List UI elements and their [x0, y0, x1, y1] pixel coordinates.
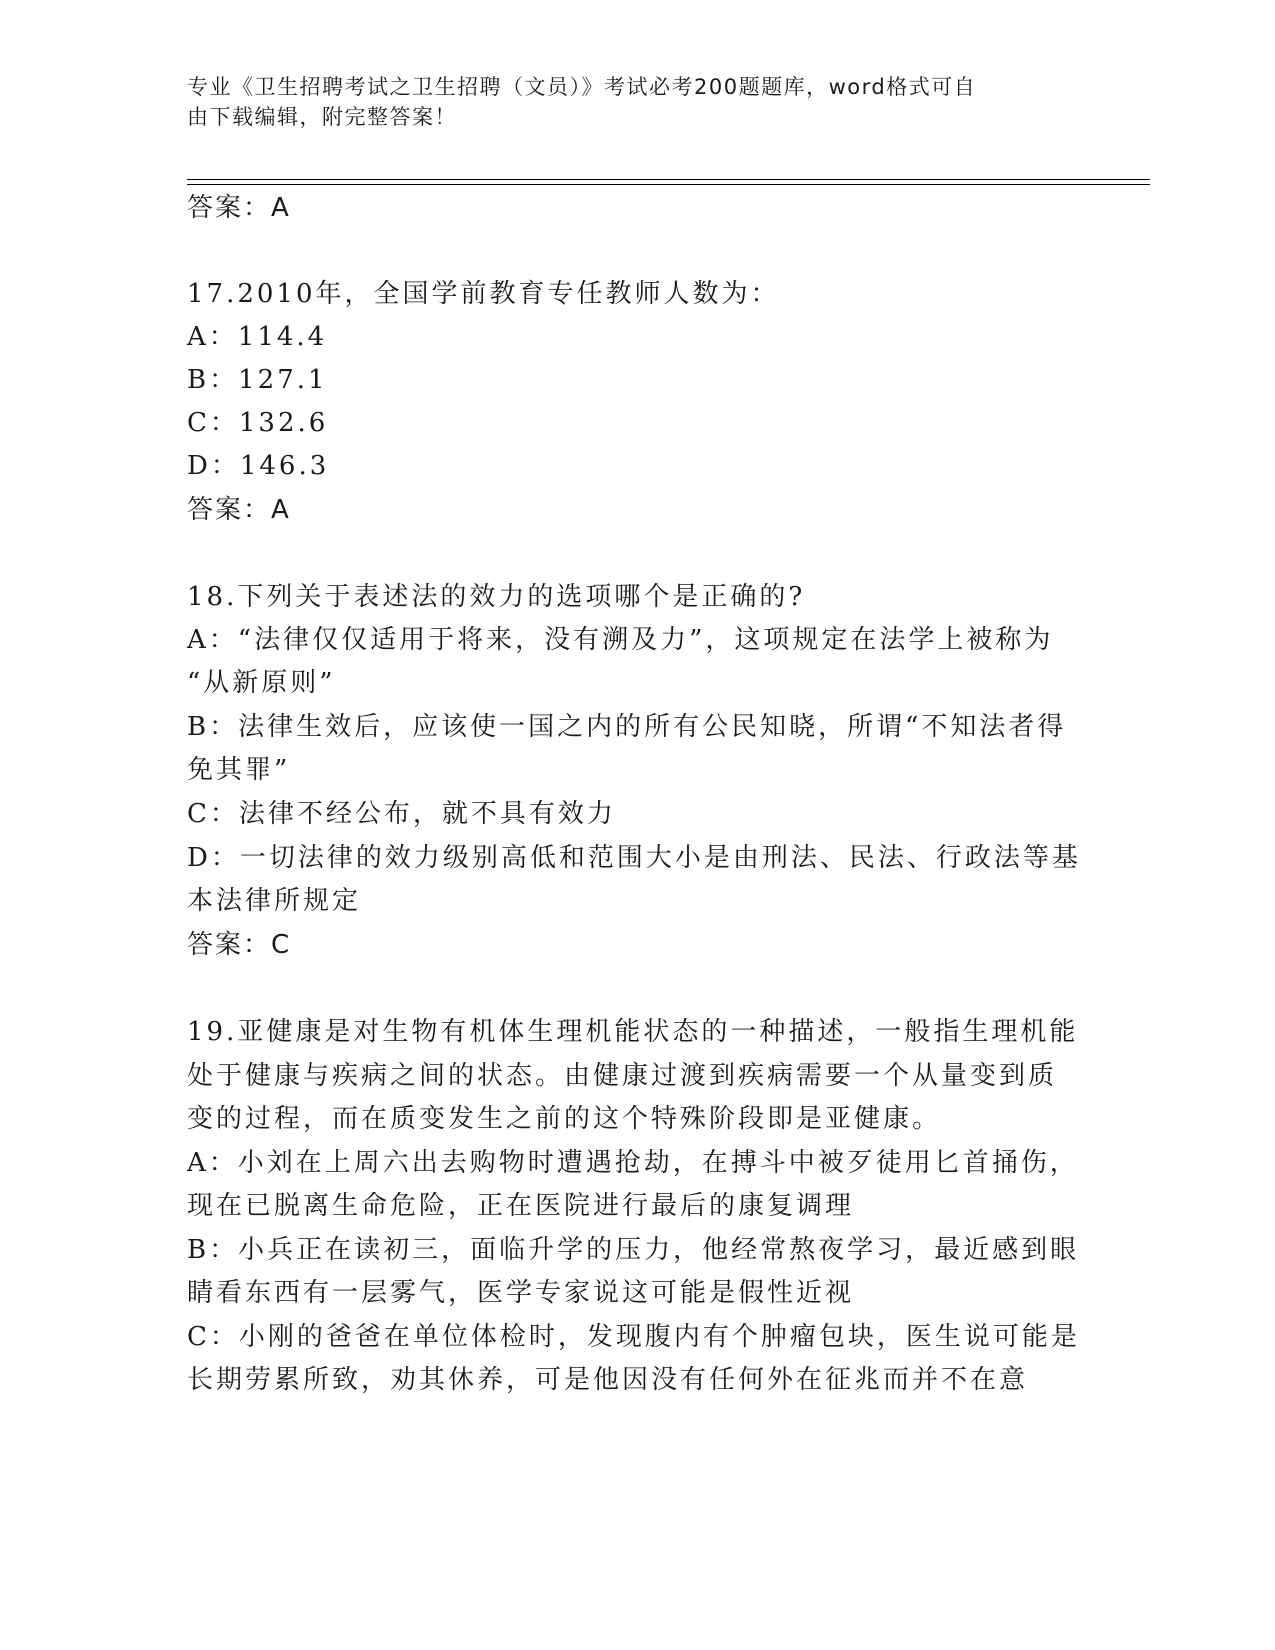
- q18-option-b-line1: B：法律生效后，应该使一国之内的所有公民知晓，所谓“不知法者得: [187, 712, 1067, 742]
- q17-question: 17.2010年，全国学前教育专任教师人数为：: [187, 279, 780, 309]
- header-line-1: 专业《卫生招聘考试之卫生招聘（文员）》考试必考200题题库，word格式可自: [187, 75, 977, 99]
- q18-option-c: C：法律不经公布，就不具有效力: [187, 799, 616, 829]
- q19-question-line3: 变的过程，而在质变发生之前的这个特殊阶段即是亚健康。: [187, 1104, 942, 1134]
- q18-option-a-line2: “从新原则”: [187, 668, 336, 698]
- q18-option-d-line1: D：一切法律的效力级别高低和范围大小是由刑法、民法、行政法等基: [187, 843, 1081, 873]
- q17-option-a: A：114.4: [187, 322, 328, 352]
- q18-question: 18.下列关于表述法的效力的选项哪个是正确的?: [187, 582, 806, 612]
- q18-option-d-line2: 本法律所规定: [187, 886, 362, 916]
- q19-option-a-line1: A：小刘在上周六出去购物时遭遇抢劫，在搏斗中被歹徒用匕首捅伤，: [187, 1148, 1079, 1178]
- q19-option-c-line2: 长期劳累所致，劝其休养，可是他因没有任何外在征兆而并不在意: [187, 1365, 1029, 1395]
- q19-option-b-line2: 睛看东西有一层雾气，医学专家说这可能是假性近视: [187, 1278, 855, 1308]
- q17-option-b: B：127.1: [187, 365, 328, 395]
- previous-answer: 答案：A: [187, 193, 291, 223]
- q17-option-c: C：132.6: [187, 408, 329, 438]
- q19-option-c-line1: C：小刚的爸爸在单位体检时，发现腹内有个肿瘤包块，医生说可能是: [187, 1322, 1080, 1352]
- q19-question-line1: 19.亚健康是对生物有机体生理机能状态的一种描述，一般指生理机能: [187, 1017, 1079, 1047]
- header-divider-bottom: [187, 184, 1150, 185]
- q19-question-line2: 处于健康与疾病之间的状态。由健康过渡到疾病需要一个从量变到质: [187, 1061, 1058, 1091]
- q17-option-d: D：146.3: [187, 451, 330, 481]
- q18-answer: 答案：C: [187, 930, 292, 960]
- q19-option-a-line2: 现在已脱离生命危险，正在医院进行最后的康复调理: [187, 1191, 855, 1221]
- q18-option-b-line2: 免其罪”: [187, 755, 291, 785]
- document-header: [187, 72, 1067, 132]
- q19-option-b-line1: B：小兵正在读初三，面临升学的压力，他经常熬夜学习，最近感到眼: [187, 1235, 1080, 1265]
- q17-answer: 答案：A: [187, 495, 291, 525]
- q18-option-a-line1: A：“法律仅仅适用于将来，没有溯及力”，这项规定在法学上被称为: [187, 625, 1054, 655]
- header-divider-top: [187, 179, 1150, 180]
- header-line-2: 由下载编辑，附完整答案！: [187, 105, 457, 129]
